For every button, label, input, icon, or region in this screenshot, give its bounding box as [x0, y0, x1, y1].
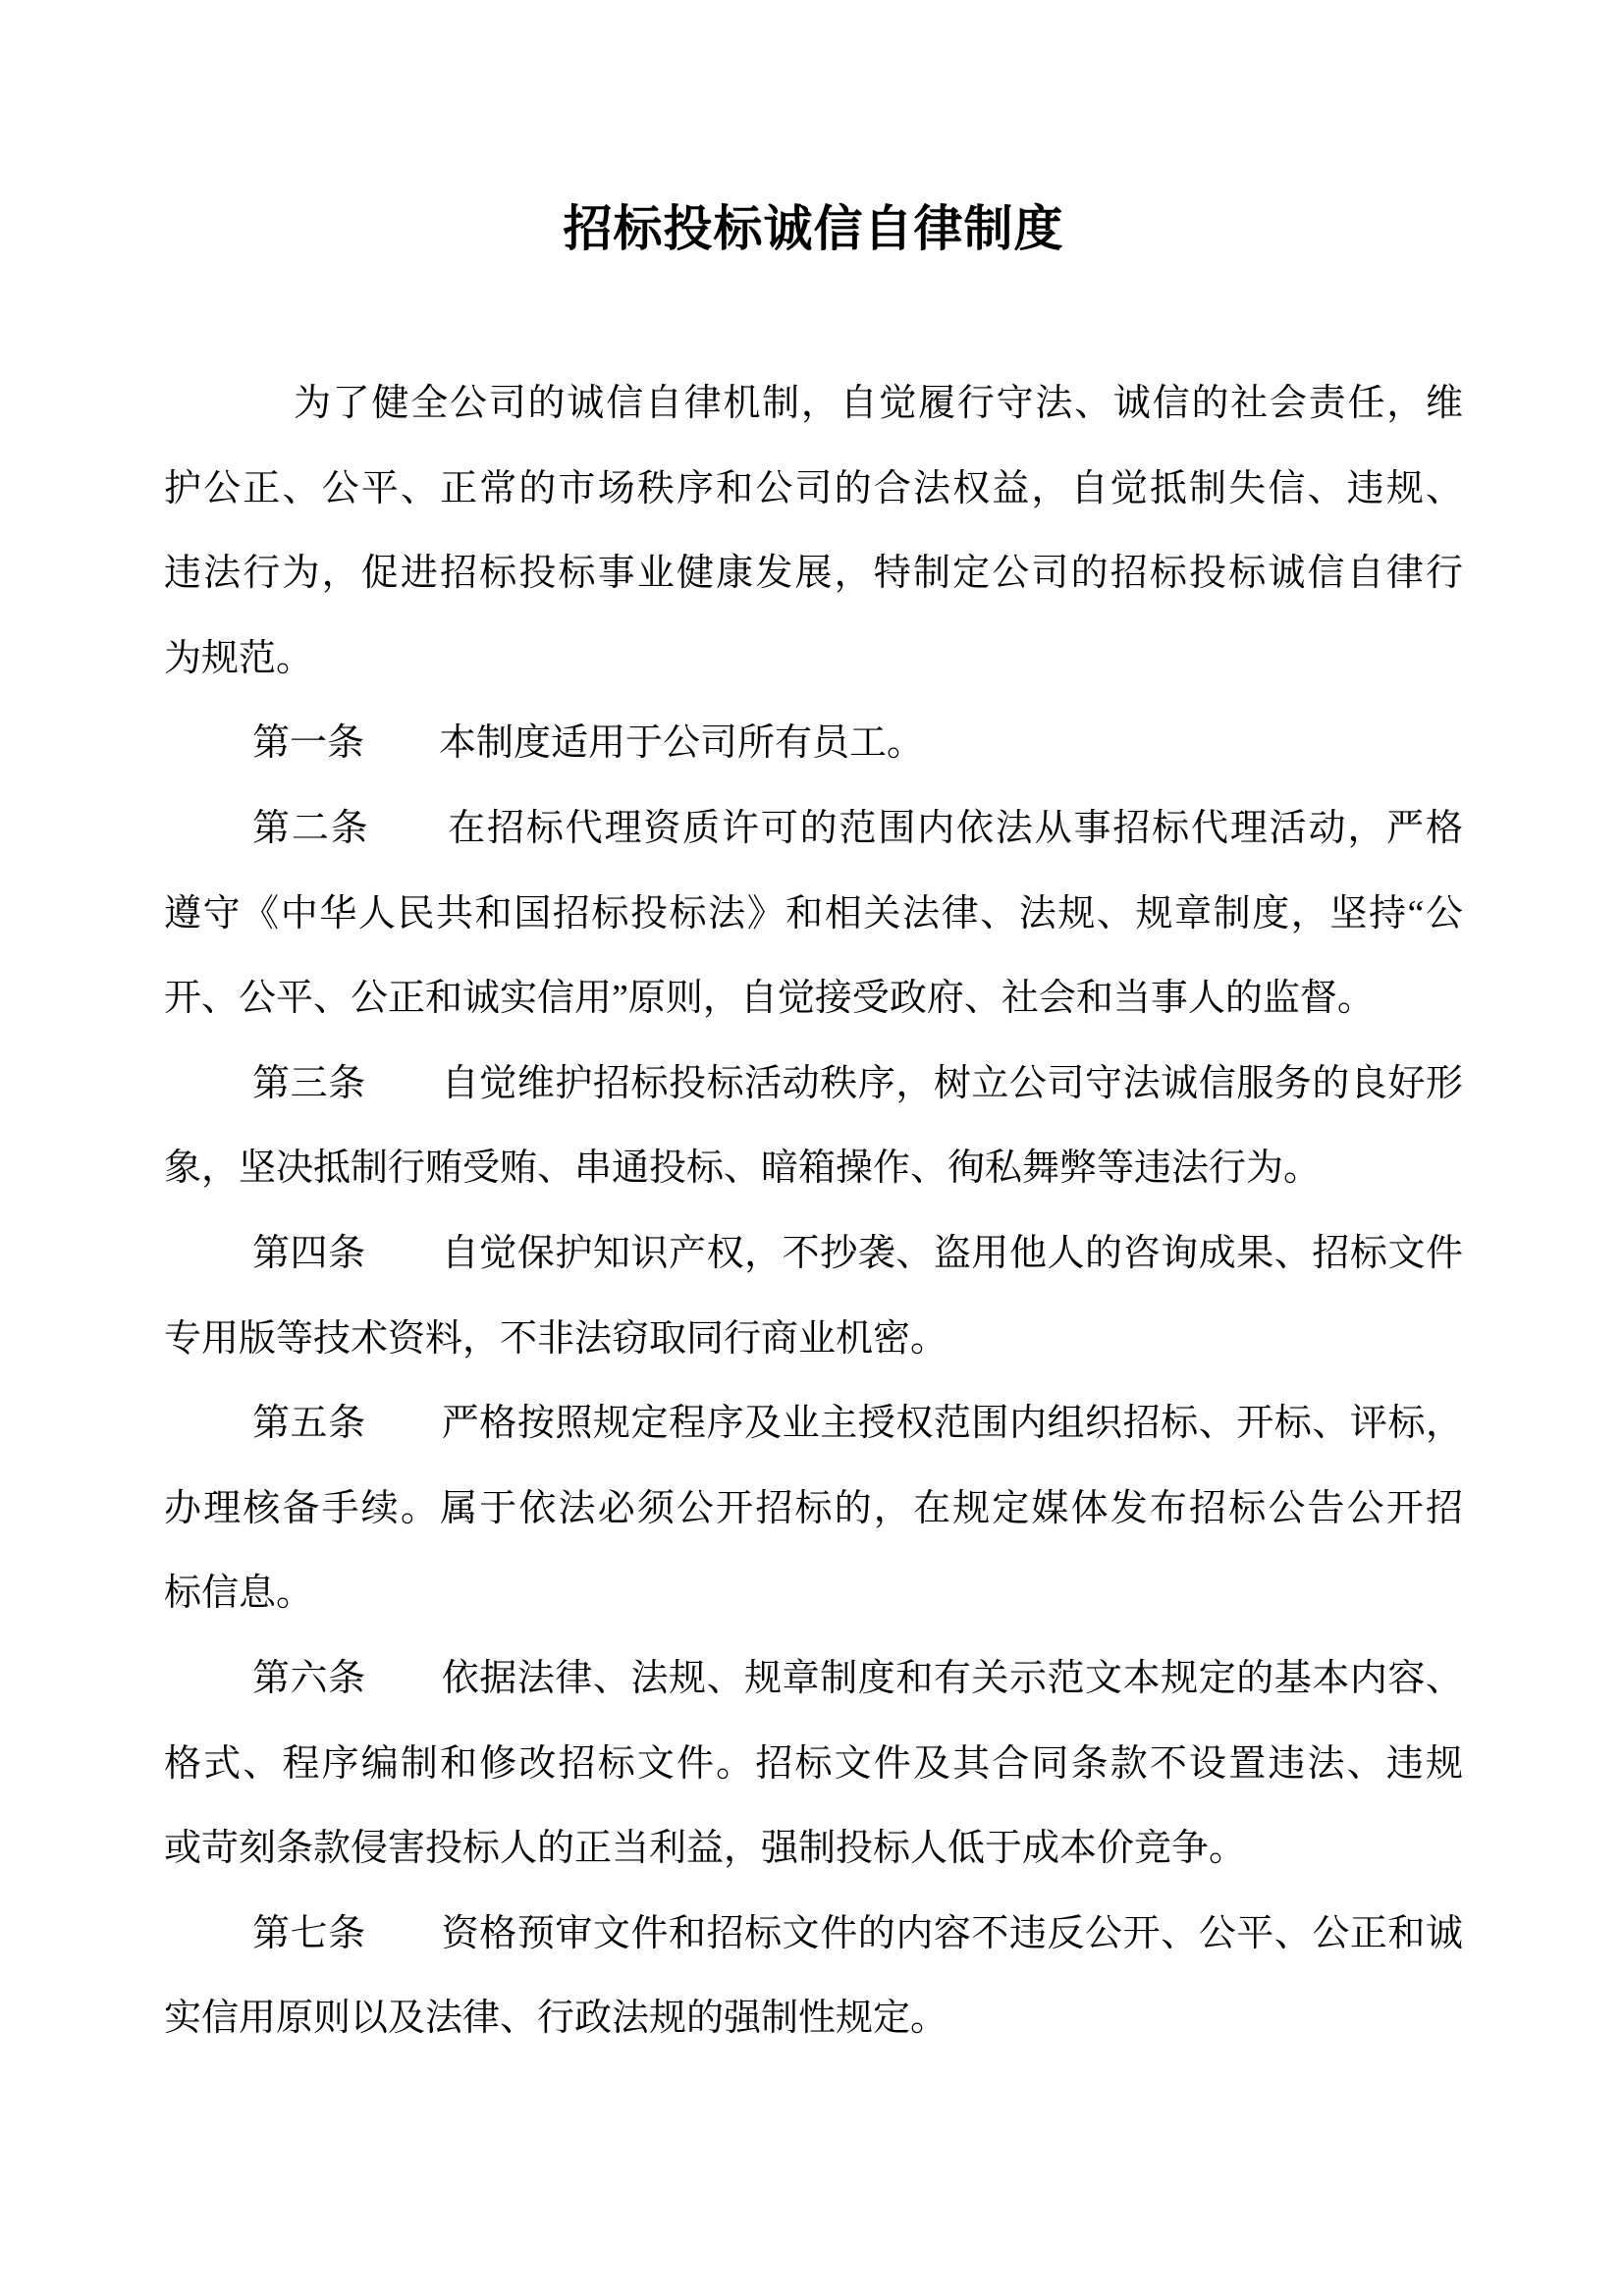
document-line: 第二条 在招标代理资质许可的范围内依法从事招标代理活动，严格: [252, 807, 1463, 849]
document-line: 遵守《中华人民共和国招标投标法》和相关法律、法规、规章制度，坚持“公: [164, 892, 1463, 934]
document-line: 第五条 严格按照规定程序及业主授权范围内组织招标、开标、评标，: [252, 1403, 1463, 1445]
document-line: 第四条 自觉保护知识产权，不抄袭、盗用他人的咨询成果、招标文件: [252, 1232, 1463, 1274]
document-line: 第三条 自觉维护招标投标活动秩序，树立公司守法诚信服务的良好形: [252, 1062, 1463, 1104]
document-line: 护公正、公平、正常的市场秩序和公司的合法权益，自觉抵制失信、违规、: [164, 467, 1463, 509]
document-line: 为了健全公司的诚信自律机制，自觉履行守法、诚信的社会责任，维: [294, 383, 1463, 424]
document-line: 第一条 本制度适用于公司所有员工。: [252, 722, 925, 765]
document-line: 为规范。: [164, 637, 314, 679]
document-title: 招标投标诚信自律制度: [563, 201, 1064, 256]
document-line: 办理核备手续。属于依法必须公开招标的，在规定媒体发布招标公告公开招: [164, 1487, 1463, 1529]
document-line: 实信用原则以及法律、行政法规的强制性规定。: [164, 1998, 948, 2040]
document-line: 第六条 依据法律、法规、规章制度和有关示范文本规定的基本内容、: [252, 1657, 1463, 1699]
document-line: 专用版等技术资料，不非法窃取同行商业机密。: [164, 1317, 948, 1360]
document-line: 开、公平、公正和诚实信用”原则，自觉接受政府、社会和当事人的监督。: [164, 978, 1375, 1020]
document-body: [164, 361, 1463, 2061]
document-line: 标信息。: [164, 1573, 314, 1615]
document-line: 违法行为，促进招标投标事业健康发展，特制定公司的招标投标诚信自律行: [164, 553, 1463, 595]
document-line: 象，坚决抵制行贿受贿、串通投标、暗箱操作、徇私舞弊等违法行为。: [164, 1148, 1322, 1190]
document-line: 第七条 资格预审文件和招标文件的内容不违反公开、公平、公正和诚: [252, 1912, 1463, 1954]
document-line: 格式、程序编制和修改招标文件。招标文件及其合同条款不设置违法、违规: [164, 1742, 1463, 1785]
document-line: 或苛刻条款侵害投标人的正当利益，强制投标人低于成本价竞争。: [164, 1828, 1247, 1870]
